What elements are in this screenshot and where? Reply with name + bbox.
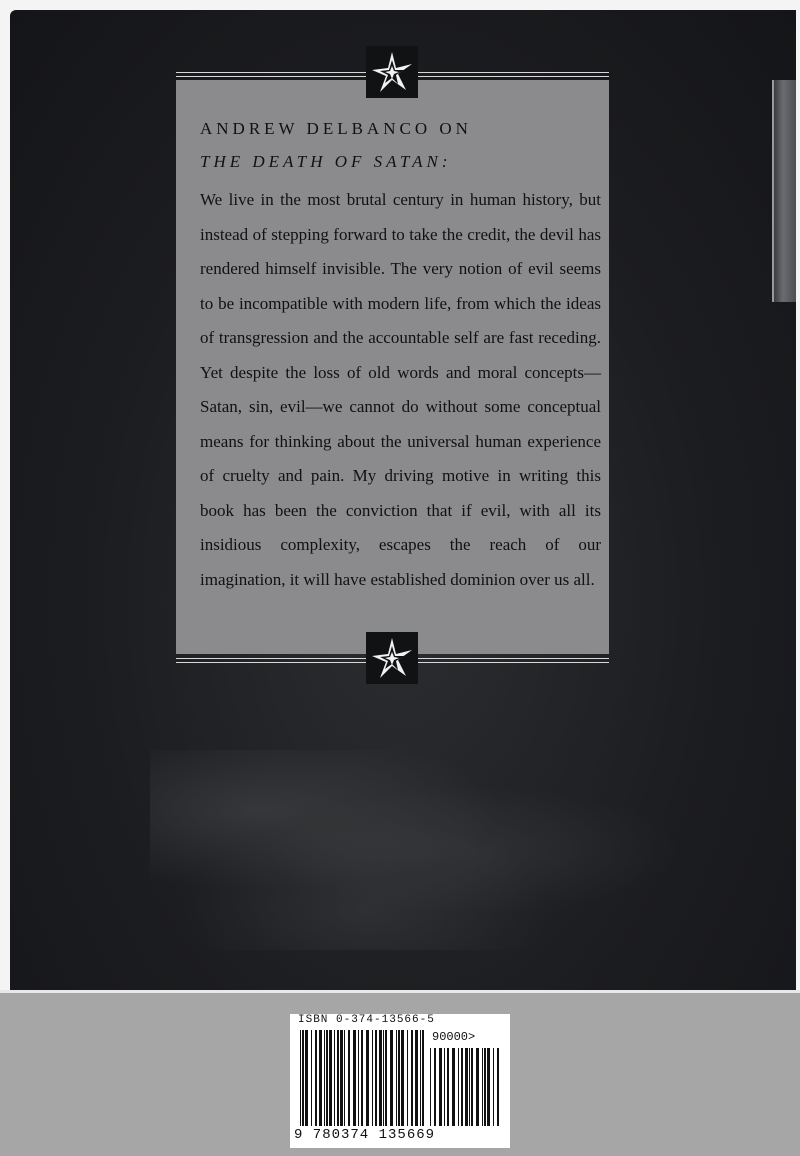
barcode-bar bbox=[300, 1030, 301, 1126]
isbn-label: ISBN 0-374-13566-5 bbox=[298, 1014, 435, 1026]
barcode-bar bbox=[476, 1048, 479, 1126]
barcode-bar bbox=[348, 1030, 350, 1126]
barcode-bar bbox=[415, 1030, 418, 1126]
barcode-bar bbox=[358, 1030, 359, 1126]
barcode-bar bbox=[434, 1048, 436, 1126]
barcode-bar bbox=[439, 1048, 442, 1126]
star-ornament-icon bbox=[366, 632, 418, 684]
panel-heading bbox=[200, 112, 600, 178]
barcode-bar bbox=[411, 1030, 413, 1126]
barcode-bar bbox=[444, 1048, 445, 1126]
heading-title: THE DEATH OF SATAN: bbox=[200, 152, 452, 171]
addon-bars bbox=[430, 1048, 500, 1126]
barcode-bar bbox=[334, 1030, 335, 1126]
barcode-bar bbox=[452, 1048, 455, 1126]
barcode-bar bbox=[302, 1030, 304, 1126]
barcode-bar bbox=[493, 1048, 494, 1126]
body-text: We live in the most brutal century in human history, but instead of stepping forward to take the credit, the devil has rendered himself invisible. The very notion of evil seems to be incompatible with modern life, from which the ideas of transgression and the accountable self are fast receding. Yet despite the loss of old words and moral concepts—Satan, sin, evil—we cannot do without some conceptual means for thinking about the universal human experience of cruelty and pain. My driving motive in writing this book has been the conviction that if evil, with all its insidious complexity, escapes the reach of our imagination, it will have established dominion over us all. bbox=[200, 190, 601, 589]
star-ornament-icon bbox=[366, 46, 418, 98]
barcode-bar bbox=[340, 1030, 343, 1126]
barcode-bar bbox=[385, 1030, 387, 1126]
barcode-bar bbox=[430, 1048, 431, 1126]
barcode-bar bbox=[305, 1030, 308, 1126]
barcode-bar bbox=[484, 1048, 486, 1126]
spine-edge bbox=[772, 80, 796, 302]
barcode-bar bbox=[390, 1030, 393, 1126]
barcode-bar bbox=[458, 1048, 459, 1126]
barcode-bar bbox=[396, 1030, 397, 1126]
barcode-bar bbox=[329, 1030, 332, 1126]
barcode-bar bbox=[497, 1048, 499, 1126]
barcode-bar bbox=[319, 1030, 322, 1126]
barcode-bar bbox=[465, 1048, 468, 1126]
ean-digits: 9 780374 135669 bbox=[294, 1127, 436, 1143]
barcode bbox=[290, 1014, 510, 1148]
barcode-bar bbox=[366, 1030, 369, 1126]
barcode-bar bbox=[401, 1030, 404, 1126]
barcode-bar bbox=[398, 1030, 400, 1126]
barcode-bar bbox=[487, 1048, 490, 1126]
barcode-bar bbox=[361, 1030, 363, 1126]
barcode-bar bbox=[383, 1030, 384, 1126]
cover-wear bbox=[150, 750, 690, 950]
ean-bars bbox=[300, 1030, 424, 1126]
barcode-bar bbox=[311, 1030, 312, 1126]
barcode-bar bbox=[420, 1030, 421, 1126]
barcode-bar bbox=[324, 1030, 325, 1126]
barcode-bar bbox=[315, 1030, 317, 1126]
barcode-bar bbox=[469, 1048, 470, 1126]
barcode-bar bbox=[422, 1030, 424, 1126]
barcode-bar bbox=[337, 1030, 339, 1126]
barcode-bar bbox=[375, 1030, 377, 1126]
barcode-bar bbox=[471, 1048, 473, 1126]
barcode-bar bbox=[353, 1030, 356, 1126]
barcode-bar bbox=[379, 1030, 382, 1126]
barcode-bar bbox=[461, 1048, 463, 1126]
barcode-bar bbox=[344, 1030, 345, 1126]
barcode-bar bbox=[326, 1030, 328, 1126]
barcode-bar bbox=[372, 1030, 373, 1126]
barcode-bar bbox=[447, 1048, 449, 1126]
heading-author: ANDREW DELBANCO ON bbox=[200, 119, 472, 138]
barcode-bar bbox=[482, 1048, 483, 1126]
price-code: 90000> bbox=[432, 1030, 476, 1044]
barcode-bar bbox=[407, 1030, 408, 1126]
